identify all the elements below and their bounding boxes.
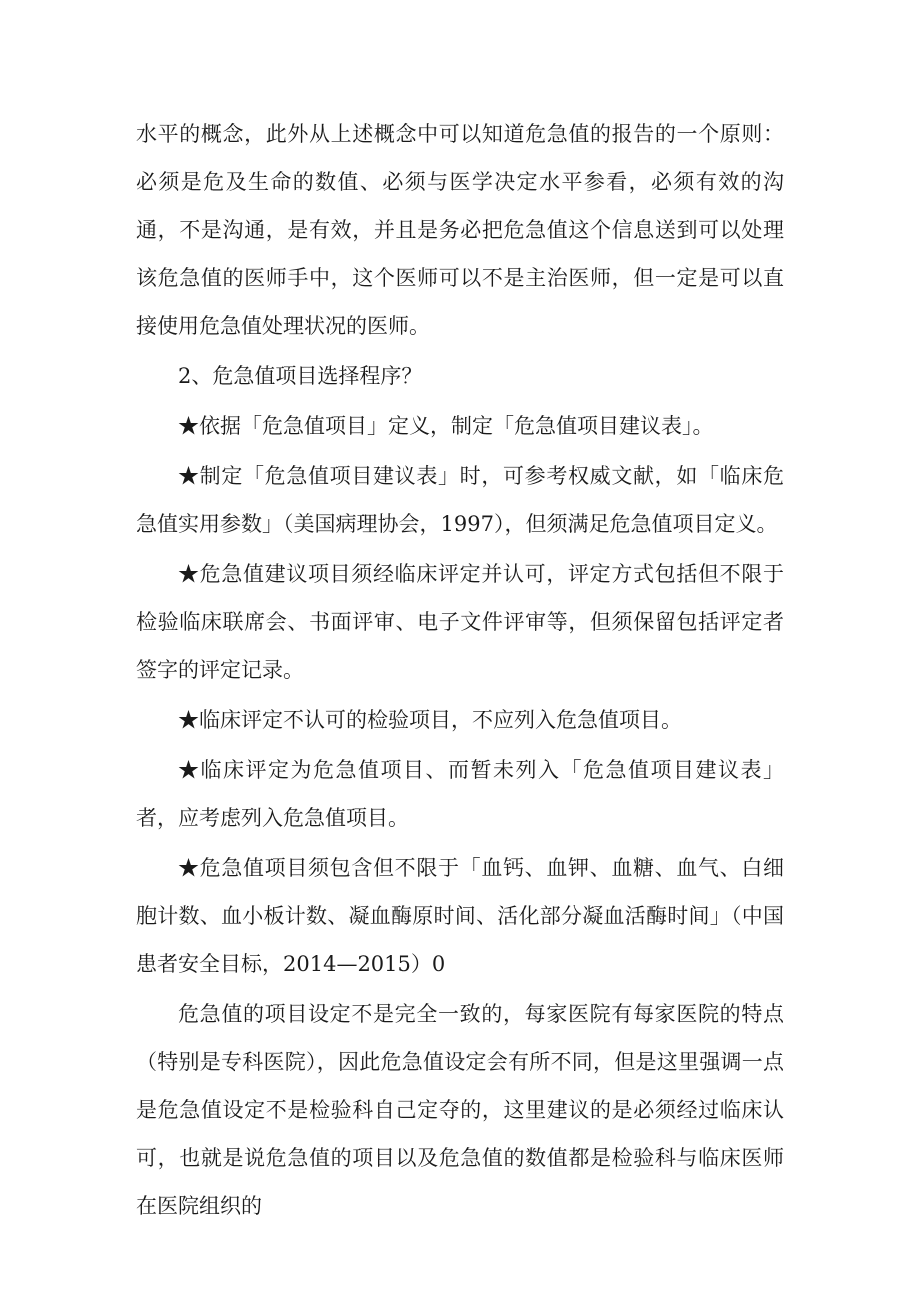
bullet-pending-items: ★临床评定为危急值项目、而暂未列入「危急值项目建议表」者，应考虑列入危急值项目。: [136, 758, 784, 830]
paragraph-concept-continuation: 水平的概念，此外从上述概念中可以知道危急值的报告的一个原则：必须是危及生命的数值、必须与医学决定水平参看，必须有效的沟通，不是沟通，是有效，并且是务必把危急值这个信息送到可以处理该危急值的医师手中，这个医师可以不是主治医师，但一定是可以直接使用危急值处理状况的医师。: [136, 122, 784, 338]
document-body: [136, 110, 784, 1230]
paragraph-item-setting: 危急值的项目设定不是完全一致的，每家医院有每家医院的特点（特别是专科医院），因此危急值设定会有所不同，但是这里强调一点是危急值设定不是检验科自己定夺的，这里建议的是必须经过临床认可，也就是说危急值的项目以及危急值的数值都是检验科与临床医师在医院组织的: [136, 1002, 784, 1218]
bullet-clinical-review: ★危急值建议项目须经临床评定并认可，评定方式包括但不限于检验临床联席会、书面评审、电子文件评审等，但须保留包括评定者签字的评定记录。: [136, 562, 784, 682]
bullet-definition: ★依据「危急值项目」定义，制定「危急值项目建议表」。: [178, 414, 714, 438]
bullet-required-items: ★危急值项目须包含但不限于「血钙、血钾、血糖、血气、白细胞计数、血小板计数、凝血酶原时间、活化部分凝血活酶时间」（中国患者安全目标，2014—2015）0: [136, 856, 784, 976]
bullet-not-approved: ★临床评定不认可的检验项目，不应列入危急值项目。: [178, 708, 682, 732]
section-heading-item-selection: 2、危急值项目选择程序？: [178, 364, 423, 388]
bullet-reference-literature: ★制定「危急值项目建议表」时，可参考权威文献，如「临床危急值实用参数」（美国病理协会，1997），但须满足危急值项目定义。: [136, 464, 784, 536]
